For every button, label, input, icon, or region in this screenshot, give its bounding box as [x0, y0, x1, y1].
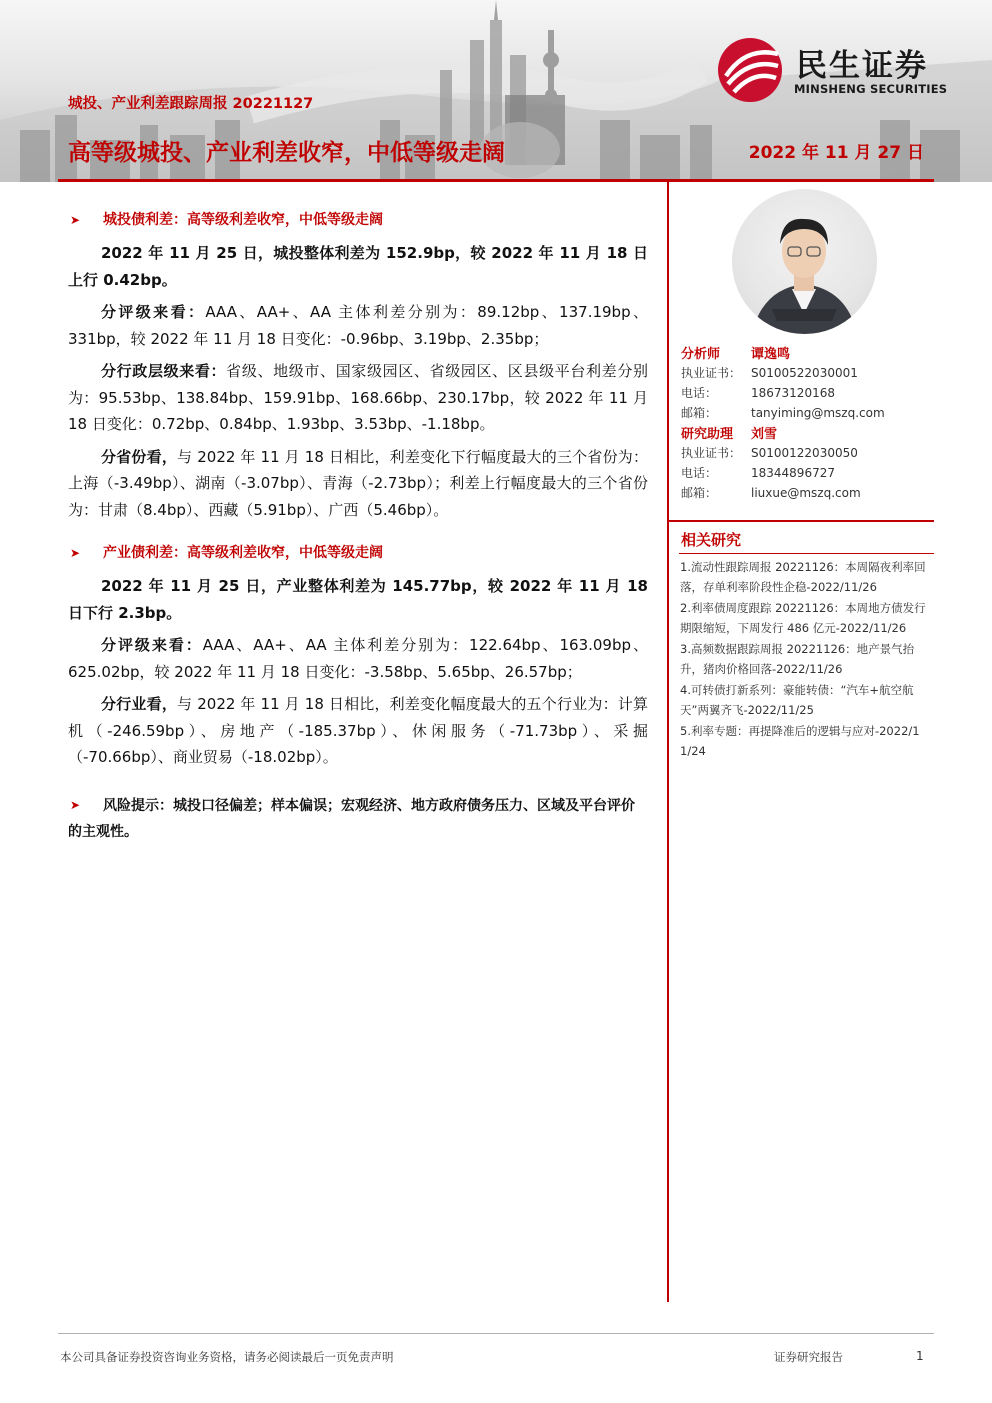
section-heading — [68, 208, 648, 232]
analyst-photo — [732, 189, 877, 334]
analyst-1-role-line — [681, 343, 790, 362]
summary-paragraph — [68, 573, 648, 626]
section-heading — [68, 541, 648, 565]
analyst-2-cert — [681, 444, 858, 461]
analyst-name: 谭逸鸣 — [751, 347, 791, 362]
phone-number: 18673120168 — [751, 386, 835, 400]
analyst-role: 分析师 — [681, 347, 721, 362]
paragraph-text: AAA、AA+、AA 主体利差分别为：122.64bp、163.09bp、625.02bp，较 2022 年 11 月 18 日变化：-3.58bp、5.65bp、26.57bp； — [68, 636, 648, 681]
paragraph-text: 省级、地级市、国家级园区、省级园区、区县级平台利差分别为：95.53bp、138.84bp、159.91bp、168.66bp、230.17bp，较 2022 年 11 月 18 日变化：0.72bp、0.84bp、1.93bp、3.53bp、-1.18bp。 — [68, 362, 648, 433]
paragraph-text: AAA、AA+、AA 主体利差分别为：89.12bp、137.19bp、331bp，较 2022 年 11 月 18 日变化：-0.96bp、3.19bp、2.35bp； — [68, 303, 648, 348]
related-item[interactable]: 4.可转债打新系列：豪能转债：“汽车+航空航天”两翼齐飞-2022/11/25 — [680, 683, 914, 717]
paragraph-lead: 分评级来看： — [101, 636, 203, 654]
section-heading — [68, 793, 648, 845]
rating-paragraph — [68, 299, 648, 352]
analyst-2-role-line — [681, 423, 777, 442]
arrow-bullet-icon: ➤ — [70, 213, 81, 227]
paragraph-text: 与 2022 年 11 月 18 日相比，利差变化幅度最大的五个行业为：计算机（-246.59bp）、房地产（-185.37bp）、休闲服务（-71.73bp）、采掘（-70.66bp）、商业贸易（-18.02bp）。 — [68, 695, 648, 766]
arrow-bullet-icon: ➤ — [70, 546, 81, 560]
minsheng-logo — [716, 36, 966, 104]
industry-paragraph — [68, 691, 648, 771]
analyst-portrait-image — [732, 189, 877, 334]
minsheng-emblem-icon — [716, 36, 788, 104]
section-heading-text: 产业债利差：高等级利差收窄，中低等级走阔 — [103, 545, 383, 561]
paragraph-lead: 分省份看， — [101, 447, 178, 466]
email-link[interactable]: liuxue@mszq.com — [751, 486, 861, 500]
paragraph-text: 与 2022 年 11 月 18 日相比，利差变化下行幅度最大的三个省份为：上海（-3.49bp）、湖南（-3.07bp）、青海（-2.73bp）；利差上行幅度最大的三个省份为：甘肃（8.4bp）、西藏（5.91bp）、广西（5.46bp）。 — [68, 447, 648, 519]
cert-label: 执业证书： — [681, 446, 742, 460]
summary-paragraph — [68, 240, 648, 293]
logo-chinese-name: 民生证券 — [796, 48, 928, 84]
footer-disclaimer: 本公司具备证券投资咨询业务资格，请务必阅读最后一页免责声明 — [60, 1350, 394, 1364]
paragraph-text: 2022 年 11 月 25 日，城投整体利差为 152.9bp，较 2022 年 11 月 18 日上行 0.42bp。 — [68, 244, 648, 289]
email-link[interactable]: tanyiming@mszq.com — [751, 406, 885, 420]
section-industry-spread — [68, 541, 648, 771]
email-label: 邮箱： — [681, 406, 718, 420]
footer-divider — [58, 1333, 934, 1334]
cert-number: S0100522030001 — [751, 366, 858, 380]
analyst-1-email — [681, 404, 885, 421]
cert-number: S0100122030050 — [751, 446, 858, 460]
logo-english-name: MINSHENG SECURITIES — [794, 82, 948, 96]
province-paragraph — [68, 444, 648, 524]
cert-label: 执业证书： — [681, 366, 742, 380]
related-research-heading: 相关研究 — [681, 531, 742, 549]
report-date: 2022 年 11 月 27 日 — [748, 143, 924, 163]
related-heading-divider — [679, 553, 934, 554]
related-top-divider — [669, 520, 934, 522]
section-risk-warning — [68, 793, 648, 845]
analyst-1-phone — [681, 384, 835, 401]
report-title: 高等级城投、产业利差收窄，中低等级走阔 — [68, 140, 505, 166]
related-item[interactable]: 1.流动性跟踪周报 20221126：本周隔夜利率回落，存单利率阶段性企稳-2022/11/26 — [680, 560, 926, 594]
related-item[interactable]: 3.高频数据跟踪周报 20221126：地产景气抬升，猪肉价格回落-2022/11/26 — [680, 642, 915, 676]
paragraph-lead: 分行政层级来看： — [101, 362, 227, 380]
related-item[interactable]: 5.利率专题：再提降准后的逻辑与应对-2022/11/24 — [680, 724, 920, 758]
section-heading-text: 城投债利差：高等级利差收窄，中低等级走阔 — [103, 212, 383, 228]
related-research-list — [680, 557, 928, 762]
report-series-subtitle: 城投、产业利差跟踪周报 20221127 — [68, 96, 314, 112]
analyst-name: 刘雪 — [751, 427, 778, 442]
related-item[interactable]: 2.利率债周度跟踪 20221126：本周地方债发行期限缩短，下周发行 486 亿元-2022/11/26 — [680, 601, 926, 635]
paragraph-lead: 分行业看， — [101, 695, 178, 713]
phone-number: 18344896727 — [751, 466, 835, 480]
column-divider — [667, 182, 669, 1302]
analyst-2-email — [681, 484, 861, 501]
rating-paragraph — [68, 632, 648, 685]
arrow-bullet-icon: ➤ — [70, 798, 81, 812]
page-number: 1 — [916, 1349, 924, 1363]
analyst-role: 研究助理 — [681, 427, 734, 442]
email-label: 邮箱： — [681, 486, 718, 500]
phone-label: 电话： — [681, 466, 718, 480]
analyst-2-phone — [681, 464, 835, 481]
admin-level-paragraph — [68, 358, 648, 438]
header-banner — [0, 0, 992, 182]
footer-report-type: 证券研究报告 — [774, 1350, 843, 1364]
analyst-1-cert — [681, 364, 858, 381]
risk-warning-text: 风险提示：城投口径偏差；样本偏误；宏观经济、地方政府债务压力、区域及平台评价的主观性。 — [68, 798, 635, 840]
section-chengtou-spread — [68, 208, 648, 523]
paragraph-text: 2022 年 11 月 25 日，产业整体利差为 145.77bp，较 2022 年 11 月 18 日下行 2.3bp。 — [68, 577, 648, 622]
paragraph-lead: 分评级来看： — [101, 303, 206, 321]
header-divider — [58, 179, 934, 182]
phone-label: 电话： — [681, 386, 718, 400]
